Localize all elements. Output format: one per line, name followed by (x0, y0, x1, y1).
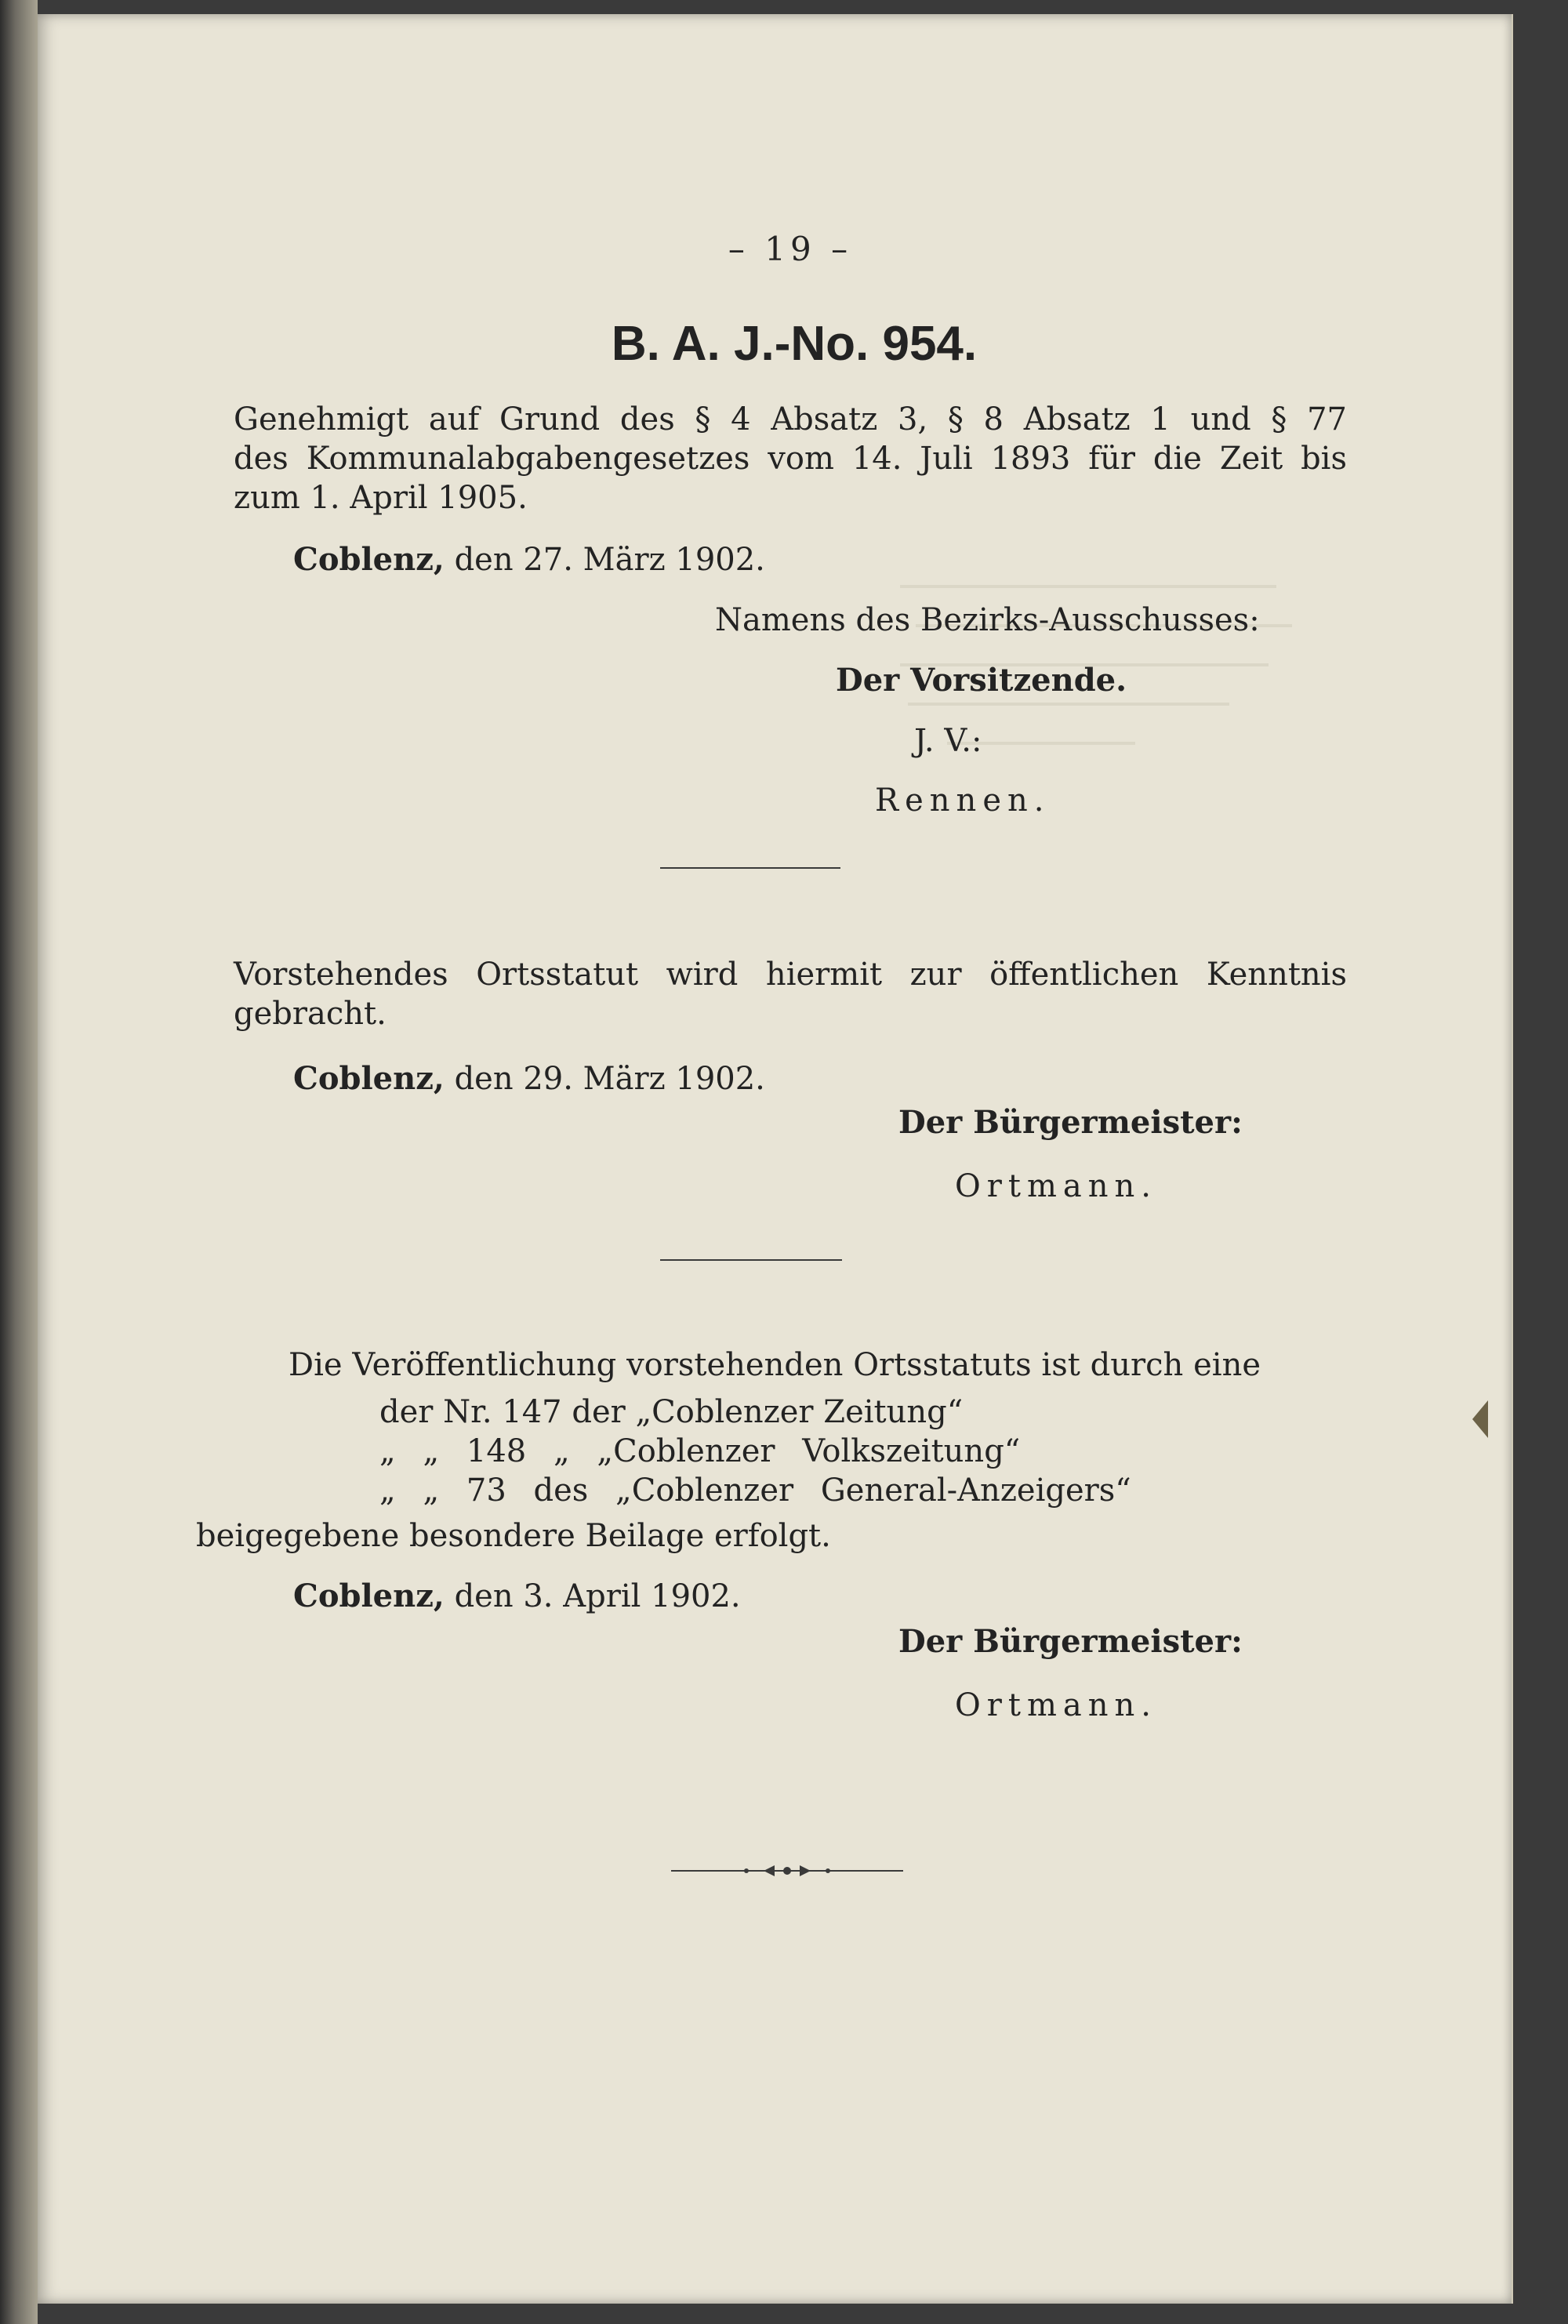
signatory-title: Der Bürgermeister: (898, 1104, 1243, 1141)
section-divider (660, 1259, 842, 1261)
authority-line: Namens des Bezirks-Ausschusses: (715, 602, 1260, 638)
paragraph-line: zum 1. April 1905. (234, 480, 528, 516)
publication-paragraph (234, 955, 1347, 1033)
announcement-line: Die Veröffentlichung vorstehenden Ortsstatuts ist durch eine (289, 1347, 1261, 1383)
paragraph-line: Vorstehendes Ortsstatut wird hiermit zur öffentlichen Kenntnis (234, 957, 1347, 993)
place-name: Coblenz, (293, 541, 445, 578)
ornament-rule (671, 1861, 903, 1880)
newspaper-item: der Nr. 147 der „Coblenzer Zeitung“ (379, 1394, 964, 1430)
date-text: den 29. März 1902. (454, 1061, 765, 1097)
heading-reference-number: B. A. J.-No. 954. (611, 317, 978, 371)
date-text: den 27. März 1902. (454, 542, 765, 578)
signatory-title: Der Vorsitzende. (836, 662, 1127, 699)
place-name: Coblenz, (293, 1578, 445, 1614)
place-date-line-3 (293, 1578, 741, 1614)
page-number: – 19 – (728, 230, 853, 268)
paragraph-line: Genehmigt auf Grund des § 4 Absatz 3, § 8 Absatz 1 und § 77 (234, 401, 1347, 438)
place-date-line-2 (293, 1060, 765, 1097)
newspaper-item: „ „ 73 des „Coblenzer General-Anzeigers“ (379, 1472, 1131, 1509)
deputy-mark: J. V.: (914, 723, 982, 759)
signatory-title: Der Bürgermeister: (898, 1623, 1243, 1660)
document-page (38, 14, 1513, 2304)
newspaper-item: „ „ 148 „ „Coblenzer Volkszeitung“ (379, 1433, 1021, 1469)
paragraph-line: des Kommunalabgabengesetzes vom 14. Juli 1893 für die Zeit bis (234, 441, 1347, 477)
closing-line: beigegebene besondere Beilage erfolgt. (196, 1518, 831, 1554)
date-text: den 3. April 1902. (454, 1578, 741, 1614)
place-date-line-1 (293, 541, 765, 578)
left-page-edge (0, 0, 38, 2324)
place-name: Coblenz, (293, 1060, 445, 1097)
paragraph-line: gebracht. (234, 996, 387, 1032)
signature-name: Rennen. (875, 783, 1051, 819)
approval-paragraph (234, 400, 1347, 517)
signature-name: Ortmann. (955, 1687, 1158, 1723)
section-divider (660, 867, 840, 869)
signature-name: Ortmann. (955, 1168, 1158, 1204)
page-edge-tear (1472, 1400, 1488, 1438)
